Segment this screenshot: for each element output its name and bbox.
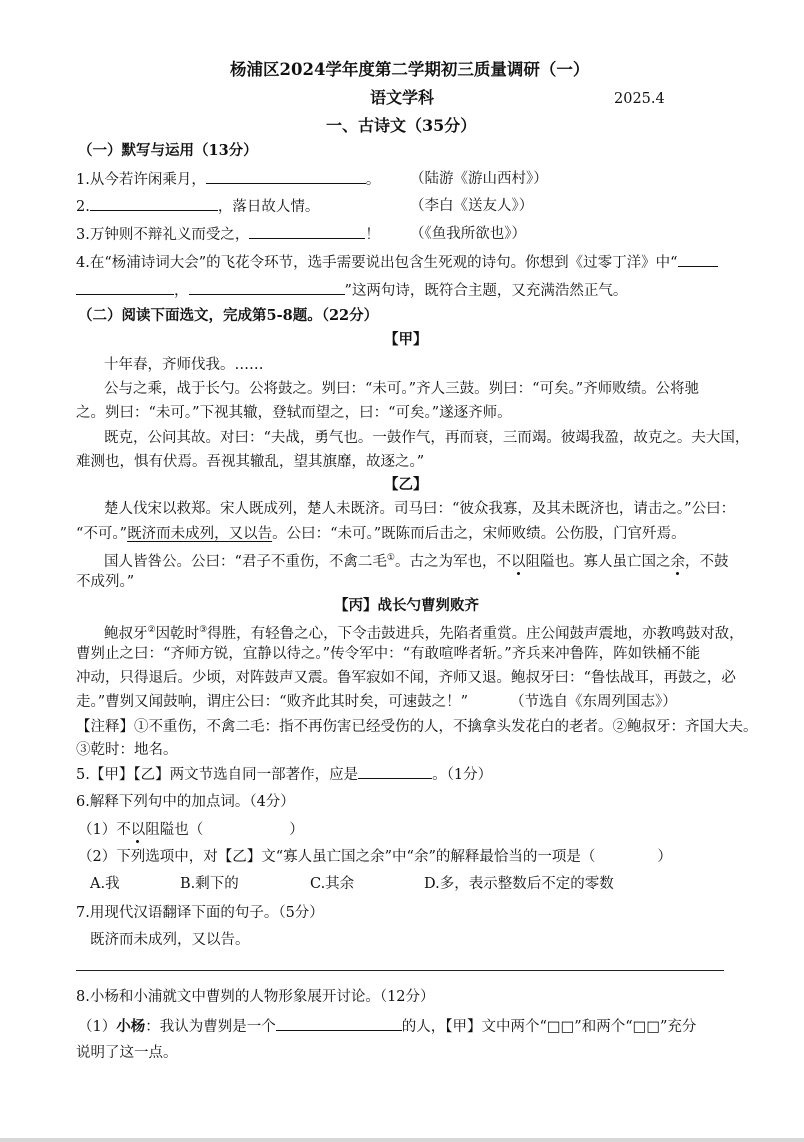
q8-item-1-line1 [78, 1016, 696, 1037]
note-marker-1: ① [386, 553, 395, 563]
q2-number: 2. [76, 199, 90, 215]
bing-line-2: 曹刿止之曰：“齐师方锐，宜静以待之。”传令军中：“有敢喧哗者斩。”齐兵来冲鲁阵，阵如铁桶不能 [76, 646, 701, 662]
bing-line-1-c: 得胜，有轻鲁之心，下令击鼓进兵，先陷者重赏。庄公闻鼓声震地，亦教鸣鼓对敌， [207, 625, 744, 642]
note-marker-3: ③ [199, 625, 208, 635]
q6-item-2 [78, 847, 672, 867]
yi-underlined-sentence: 既济而未成列，又以告 [127, 526, 273, 542]
part2-heading: （二）阅读下面选文，完成第5-8题。（22分） [78, 307, 379, 324]
question-4-line2 [76, 280, 627, 301]
question-7: 7.用现代汉语翻译下面的句子。（5分） [76, 905, 324, 921]
q2-text: ，落日故人情。 [217, 199, 320, 215]
q7-sentence: 既济而未成列，又以告。 [90, 932, 250, 948]
bing-line-1 [104, 620, 744, 644]
q4-blank-2[interactable] [189, 280, 345, 295]
question-6: 6.解释下列句中的加点词。（4分） [76, 794, 295, 810]
passage-bing-label: 【丙】战长勺曹刿败齐 [334, 597, 479, 614]
question-8: 8.小杨和小浦就文中曹刿的人物形象展开讨论。（12分） [76, 989, 435, 1005]
q3-blank[interactable] [249, 224, 365, 239]
q8-item-1-a: ：我认为曹刿是一个 [145, 1019, 276, 1035]
jia-line-3: 之。刿曰：“未可。”下视其辙，登轼而望之，曰：“可矣。”遂逐齐师。 [76, 405, 512, 421]
q6-option-d[interactable]: D.多，表示整数后不定的零数 [424, 876, 614, 892]
question-1 [76, 169, 380, 190]
q8-item-1-b: 的人，【甲】文中两个“□□”和两个“□□”充分 [401, 1019, 697, 1035]
q4-text: 4.在“杨浦诗词大会”的飞花令环节，选手需要说出包含生死观的诗句。你想到《过零丁洋》中“ [76, 255, 678, 271]
q1-text: 1.从今若许闲乘月， [76, 172, 206, 188]
q6-option-c[interactable]: C.其余 [310, 876, 355, 892]
bing-line-1-b: 因乾时 [155, 625, 200, 642]
q6-option-b[interactable]: B.剩下的 [180, 876, 239, 892]
q8-blank[interactable] [276, 1016, 402, 1031]
q8-speaker: 小杨 [116, 1018, 146, 1035]
bing-line-3: 冲动，只得退后。少顷，对阵鼓声又震。鲁军寂如不闻，齐师又退。鲍叔牙曰：“鲁怯战耳，再鼓之，必 [76, 670, 736, 686]
question-2 [76, 196, 319, 217]
question-5 [76, 764, 492, 785]
q2-blank[interactable] [90, 196, 218, 211]
q6-item-1 [78, 820, 304, 840]
jia-line-2: 公与之乘，战于长勺。公将鼓之。刿曰：“未可。”齐人三鼓。刿曰：“可矣。”齐师败绩。公将驰 [104, 381, 700, 397]
yi-line-4: 不成列。” [76, 574, 135, 590]
yi-line-3 [104, 548, 729, 572]
q8-item-1-line2: 说明了这一点。 [76, 1045, 178, 1061]
q5-blank[interactable] [358, 764, 432, 779]
yi-line-3-a: 国人皆咎公。公曰：“君子不重伤，不禽二毛 [104, 553, 387, 570]
q3-source: （《鱼我所欲也》） [410, 226, 526, 242]
q6-dotted-word: 以 [130, 822, 146, 838]
q1-source: （陆游《游山西村》） [410, 171, 548, 187]
q6-item-1-b: 阻隘也（ [145, 822, 204, 838]
q4-blank-1b[interactable] [76, 280, 174, 295]
yi-line-2 [76, 524, 686, 544]
q2-source: （李白《送友人》） [410, 198, 534, 214]
q3-text: 3.万钟则不辩礼义而受之， [76, 227, 250, 243]
q6-item-1-a: （1）不 [78, 822, 131, 838]
q7-answer-line[interactable] [76, 970, 724, 971]
q4-comma: ， [174, 283, 189, 299]
passage-jia-label: 【甲】 [384, 331, 428, 348]
jia-line-5: 难测也，惧有伏焉。吾视其辙乱，望其旗靡，故逐之。” [76, 454, 425, 470]
yi-line-3-b: 。古之为军也，不 [395, 553, 511, 570]
question-4-line1 [76, 252, 718, 273]
exam-date: 2025.4 [614, 91, 665, 107]
q1-blank[interactable] [206, 169, 366, 184]
q6-item-2-text: （2）下列选项中，对【乙】文“寡人虽亡国之余”中“余”的解释最恰当的一项是（ [78, 849, 596, 865]
question-3 [76, 224, 380, 245]
jia-line-1: 十年春，齐师伐我。…… [104, 357, 264, 373]
q6-item-1-close: ） [289, 822, 304, 838]
bing-line-4: 走。”曹刿又闻鼓响，谓庄公曰：“败齐此其时矣，可速鼓之！” [76, 694, 468, 710]
q5-end: 。（1分） [432, 767, 493, 783]
q3-end: ！ [365, 227, 380, 243]
yi-line-2-b: 。公曰：“未可。”既陈而后击之，宋师败绩。公伤股，门官歼焉。 [272, 526, 686, 542]
bing-line-1-a: 鲍叔牙 [104, 625, 148, 642]
page-bottom-edge [0, 1138, 804, 1142]
q4-blank-1a[interactable] [678, 252, 718, 267]
section-title: 一、古诗文（35分） [326, 116, 477, 135]
q5-text: 5.【甲】【乙】两文节选自同一部著作，应是 [76, 767, 359, 783]
yi-line-2-a: “不可。” [76, 526, 128, 542]
bing-source: （节选自《东周列国志》） [510, 694, 677, 710]
passage-yi-label: 【乙】 [384, 476, 428, 493]
yi-line-3-c: 阻隘也。寡人虽亡国之 [525, 553, 671, 570]
notes-line-1: 【注释】①不重伤，不禽二毛：指不再伤害已经受伤的人，不擒拿头发花白的老者。②鲍叔牙：齐国大夫。 [76, 719, 758, 735]
yi-line-1: 楚人伐宋以救郑。宋人既成列，楚人未既济。司马曰：“彼众我寡，及其未既济也，请击之。”公曰： [104, 501, 736, 517]
yi-line-3-d: ，不鼓 [685, 553, 729, 570]
part1-heading: （一）默写与运用（13分） [78, 142, 258, 159]
page-title: 杨浦区2024学年度第二学期初三质量调研（一） [230, 60, 590, 79]
q6-option-a[interactable]: A.我 [90, 876, 120, 892]
note-marker-2: ② [147, 625, 156, 635]
dotted-word-yu: 余 [670, 553, 685, 570]
subject-title: 语文学科 [370, 88, 435, 107]
q8-item-1-number: （1） [78, 1019, 117, 1035]
q4-tail: ”这两句诗，既符合主题，又充满浩然正气。 [344, 283, 628, 299]
dotted-word-yi: 以 [511, 553, 526, 570]
q6-item-2-close: ） [657, 849, 672, 865]
q1-end: 。 [365, 172, 381, 188]
notes-line-2: ③乾时：地名。 [76, 742, 178, 758]
jia-line-4: 既克，公问其故。对曰：“夫战，勇气也。一鼓作气，再而衰，三而竭。彼竭我盈，故克之。夫大国， [104, 430, 750, 446]
